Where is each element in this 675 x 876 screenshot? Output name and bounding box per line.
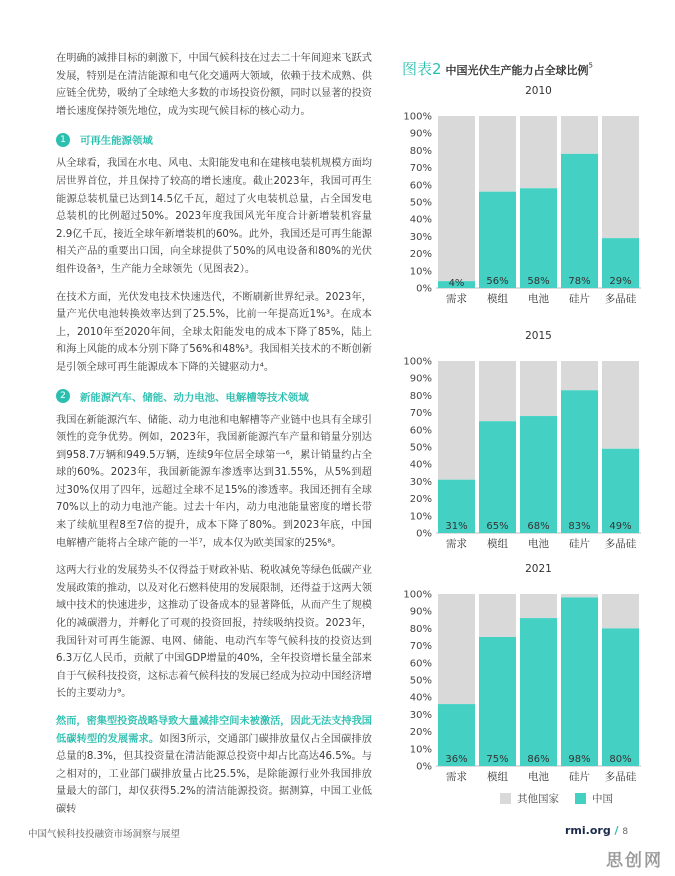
x-category-label: 硅片 xyxy=(569,293,590,305)
footer-brand xyxy=(565,824,628,837)
y-tick-label: 0% xyxy=(416,283,432,295)
y-tick-label: 80% xyxy=(409,623,432,635)
y-tick-label: 60% xyxy=(409,180,432,192)
x-category-label: 多晶硅 xyxy=(604,771,637,783)
y-tick-label: 60% xyxy=(409,425,432,437)
y-tick-label: 20% xyxy=(409,727,432,739)
x-category-label: 模组 xyxy=(487,293,508,305)
x-category-label: 需求 xyxy=(446,293,467,305)
panel-title: 2021 xyxy=(525,563,552,575)
x-category-label: 模组 xyxy=(487,771,508,783)
y-tick-label: 10% xyxy=(409,266,432,278)
x-category-label: 硅片 xyxy=(569,538,590,550)
paragraph-drivers: 这两大行业的发展势头不仅得益于财政补贴、税收减免等绿色低碳产业发展政策的推动，以及对化石燃料使用的发展限制，还得益于这两大领域中技术的快速进步，这推动了设备成本的显著降低，从而产生了规模化的减碳潜力，并孵化了可观的投资回报，持续吸纳投资。2023年，我国针对可再生能源、电网、储能、电动汽车等气候科技的投资达到6.3万亿人民币，贡献了中国GDP增量的40%，全年投资增长量全部来自于气候科技投资，这标志着气候科技的发展已经成为拉动中国经济增长的主要动力⁹。 xyxy=(56,565,372,700)
y-tick-label: 30% xyxy=(409,709,432,721)
bar-other-电池 xyxy=(520,361,557,416)
bar-other-多晶硅 xyxy=(602,361,639,449)
bar-other-电池 xyxy=(520,594,557,618)
y-tick-label: 10% xyxy=(409,744,432,756)
y-tick-label: 10% xyxy=(409,511,432,523)
bar-other-模组 xyxy=(479,361,516,421)
section-title: 新能源汽车、储能、动力电池、电解槽等技术领域 xyxy=(80,391,309,404)
page-number: 8 xyxy=(622,827,629,837)
bar-other-多晶硅 xyxy=(602,116,639,238)
bar-other-硅片 xyxy=(561,116,598,154)
figure-footnote-ref: 5 xyxy=(588,61,594,70)
y-tick-label: 20% xyxy=(409,249,432,261)
y-tick-label: 50% xyxy=(409,675,432,687)
bar-china-电池 xyxy=(520,416,557,533)
legend-swatch-china xyxy=(575,793,586,804)
x-category-label: 需求 xyxy=(446,771,467,783)
bar-value-label: 80% xyxy=(609,754,632,765)
y-tick-label: 30% xyxy=(409,476,432,488)
bar-china-电池 xyxy=(520,188,557,288)
y-tick-label: 40% xyxy=(409,459,432,471)
y-tick-label: 90% xyxy=(409,373,432,385)
x-category-label: 电池 xyxy=(528,771,549,783)
y-tick-label: 50% xyxy=(409,442,432,454)
y-tick-label: 40% xyxy=(409,692,432,704)
bar-value-label: 56% xyxy=(486,276,509,287)
bar-value-label: 98% xyxy=(568,754,591,765)
paragraph-rest: 如图3所示，交通部门碳排放量仅占全国碳排放总量的8.3%，但其投资量在清洁能源总投资中却占比高达46.5%。与之相对的，工业部门碳排放量占比25.5%，是除能源行业外我国排放量最大的部门，却仅获得5.2%的清洁能源投资。据测算，中国工业低碳转 xyxy=(56,733,372,815)
bar-china-多晶硅 xyxy=(602,628,639,766)
legend-item-other xyxy=(500,791,559,806)
y-tick-label: 100% xyxy=(403,589,432,601)
chart-legend xyxy=(500,791,629,806)
legend-label-other: 其他国家 xyxy=(517,793,559,805)
bar-china-模组 xyxy=(479,637,516,766)
bar-other-需求 xyxy=(438,594,475,704)
y-tick-label: 40% xyxy=(409,214,432,226)
brand-link[interactable]: rmi.org xyxy=(565,824,611,837)
bar-other-需求 xyxy=(438,361,475,480)
bar-value-label: 58% xyxy=(527,276,550,287)
x-category-label: 多晶硅 xyxy=(604,293,637,305)
paragraph-nev: 我国在新能源汽车、储能、动力电池和电解槽等产业链中也具有全球引领性的竞争优势。例如，2023年，我国新能源汽车产量和销量分别达到958.7万辆和949.5万辆，连续9年位居全球第一⁶，累计销量约占全球的60%。2023年，我国新能源车渗透率达到31.55%，从5%到超过30%仅用了四年，远超过全球不足15%的渗透率。我国还拥有全球70%以上的动力电池产能。过去十年内，动力电池能量密度的增长带来了续航里程8至7倍的提升，成本下降了80%。到2023年底，中国电解槽产能将占全球产能的一半⁷，成本仅为欧美国家的25%⁸。 xyxy=(56,414,372,549)
bar-value-label: 86% xyxy=(527,754,550,765)
legend-swatch-other xyxy=(500,793,511,804)
y-tick-label: 20% xyxy=(409,494,432,506)
y-tick-label: 50% xyxy=(409,197,432,209)
x-category-label: 多晶硅 xyxy=(604,538,637,550)
x-category-label: 电池 xyxy=(528,538,549,550)
y-tick-label: 100% xyxy=(403,111,432,123)
y-tick-label: 30% xyxy=(409,231,432,243)
y-tick-label: 0% xyxy=(416,528,432,540)
bar-value-label: 65% xyxy=(486,521,509,532)
panel-title: 2015 xyxy=(525,330,552,342)
bar-china-硅片 xyxy=(561,597,598,766)
section-title: 可再生能源领域 xyxy=(80,135,153,148)
bar-other-硅片 xyxy=(561,361,598,390)
x-category-label: 需求 xyxy=(446,538,467,550)
x-category-label: 电池 xyxy=(528,293,549,305)
bar-other-电池 xyxy=(520,116,557,188)
bar-china-模组 xyxy=(479,421,516,533)
legend-label-china: 中国 xyxy=(592,793,613,805)
bar-china-硅片 xyxy=(561,390,598,533)
y-tick-label: 100% xyxy=(403,356,432,368)
bar-china-模组 xyxy=(479,192,516,288)
bar-value-label: 49% xyxy=(609,521,632,532)
bar-other-硅片 xyxy=(561,594,598,597)
bar-value-label: 75% xyxy=(486,754,509,765)
y-tick-label: 70% xyxy=(409,408,432,420)
x-category-label: 模组 xyxy=(487,538,508,550)
bar-value-label: 31% xyxy=(445,521,468,532)
paragraph-renewables-tech: 在技术方面，光伏发电技术快速迭代，不断刷新世界纪录。2023年，量产光伏电池转换效率达到了25.5%，比前一年提高近1%³。在成本上，2010年至2020年间，全球太阳能发电的成本下降了85%，陆上和海上风能的成本分别下降了56%和48%³。我国相关技术的不断创新是引领全球可再生能源成本下降的关键驱动力⁴。 xyxy=(56,291,372,373)
brand-slash: / xyxy=(614,824,619,837)
y-tick-label: 90% xyxy=(409,606,432,618)
y-tick-label: 60% xyxy=(409,658,432,670)
legend-item-china xyxy=(575,791,613,806)
panel-title: 2010 xyxy=(525,85,552,97)
watermark: 思创网 xyxy=(606,851,663,871)
figure-label: 图表2 xyxy=(402,60,442,78)
y-tick-label: 80% xyxy=(409,390,432,402)
bar-value-label: 78% xyxy=(568,276,591,287)
bar-other-模组 xyxy=(479,594,516,637)
section-number-badge: 1 xyxy=(56,133,70,147)
paragraph-renewables-scale: 从全球看，我国在水电、风电、太阳能发电和在建核电装机规模方面均居世界首位，并且保持了较高的增长速度。截止2023年，我国可再生能源总装机量已达到14.5亿千瓦，超过了火电装机总量，占全国发电总装机的比例超过50%。2023年度我国风光年度合计新增装机容量2.9亿千瓦，接近全球年新增装机的60%。此外，我国还是可再生能源相关产品的重要出口国，向全球提供了50%的风电设备和80%的光伏组件设备³，生产能力全球领先（见图表2）。 xyxy=(56,158,372,275)
paragraph-intro: 在明确的减排目标的刺激下，中国气候科技在过去二十年间迎来飞跃式发展，特别是在清洁能源和电气化交通两大领域，依赖于技术成熟、供应链全优势，吸纳了全球绝大多数的市场投资份额，同时以显著的投资增长速度保持领先地位，成为实现气候目标的核心动力。 xyxy=(56,53,372,117)
bar-value-label: 29% xyxy=(609,276,632,287)
y-tick-label: 90% xyxy=(409,128,432,140)
bar-value-label: 4% xyxy=(448,278,465,289)
bar-china-硅片 xyxy=(561,154,598,288)
bar-other-模组 xyxy=(479,116,516,192)
emphasis-text: 然而，密集型投资战略导致大量减排空间未被激活，因此无法支持我国低碳转型的发展需求。 xyxy=(56,716,372,745)
footer-report-title: 中国气候科技投融资市场洞察与展望 xyxy=(28,829,181,840)
bar-other-需求 xyxy=(438,116,475,281)
x-category-label: 硅片 xyxy=(569,771,590,783)
bar-value-label: 68% xyxy=(527,521,550,532)
bar-china-电池 xyxy=(520,618,557,766)
section-number-badge: 2 xyxy=(56,389,70,403)
y-tick-label: 0% xyxy=(416,761,432,773)
bar-value-label: 36% xyxy=(445,754,468,765)
y-tick-label: 70% xyxy=(409,641,432,653)
y-tick-label: 70% xyxy=(409,163,432,175)
bar-value-label: 83% xyxy=(568,521,591,532)
figure-title-text: 中国光伏生产能力占全球比例 xyxy=(445,64,589,77)
y-tick-label: 80% xyxy=(409,145,432,157)
bar-other-多晶硅 xyxy=(602,594,639,628)
